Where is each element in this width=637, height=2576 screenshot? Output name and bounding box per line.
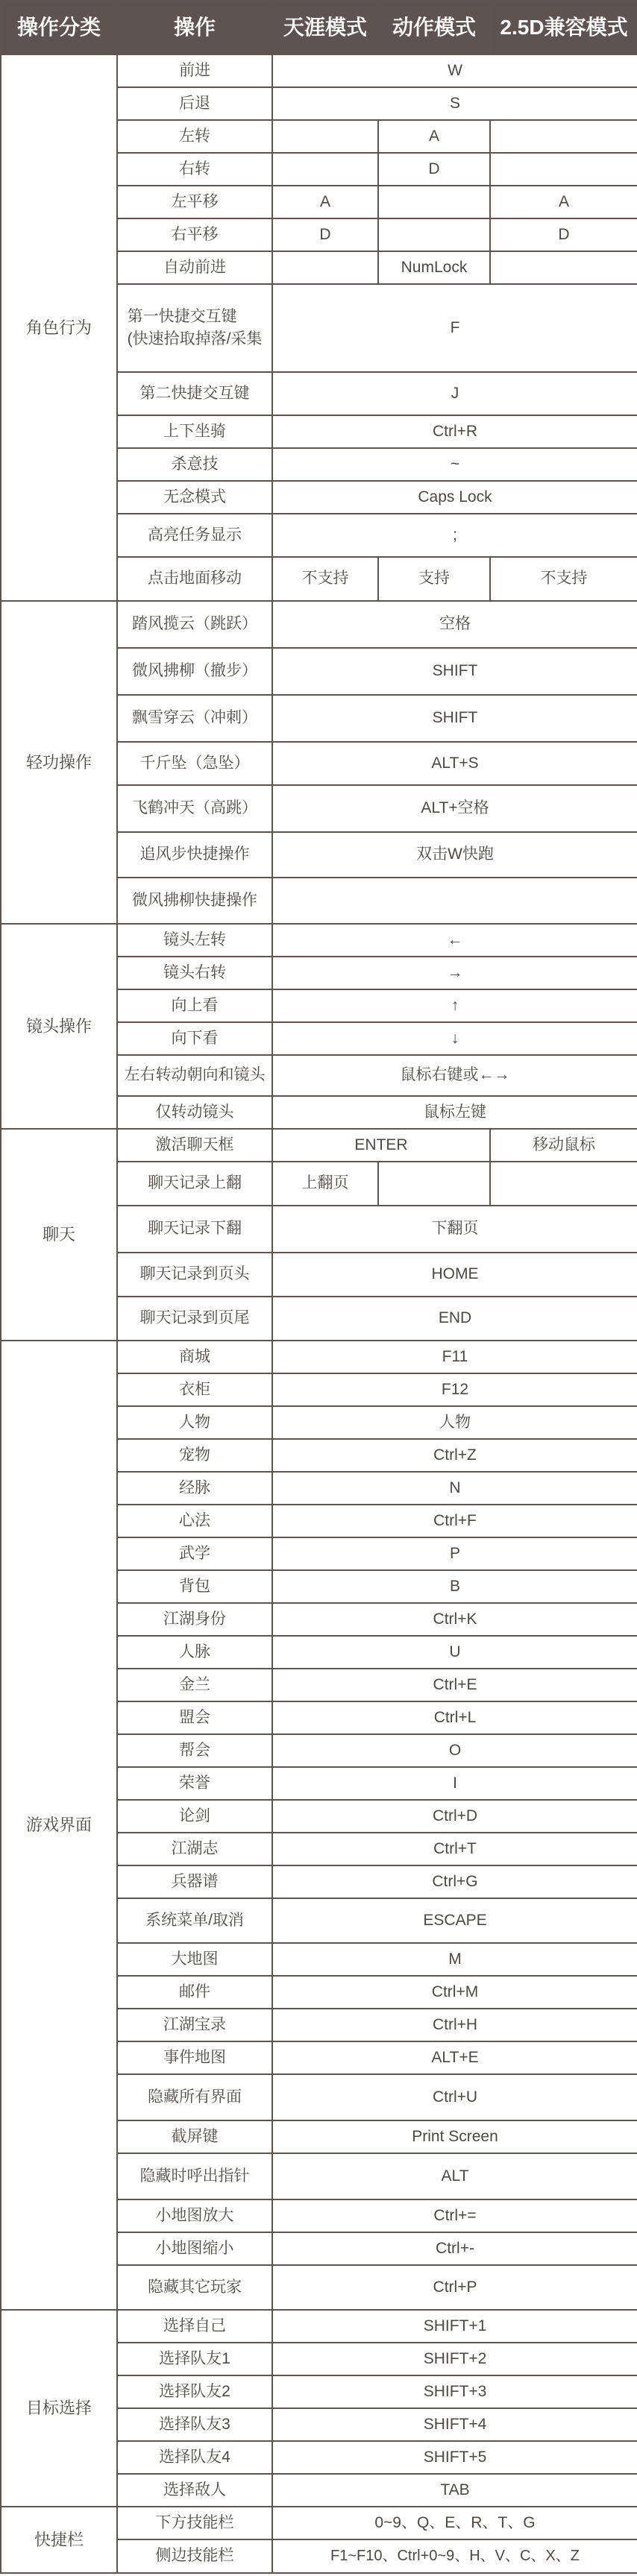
key-binding: ALT+空格 — [272, 785, 637, 832]
operation-label — [117, 251, 272, 284]
operation-text: 左转 — [179, 127, 210, 145]
category-hotbar: 快捷栏 — [1, 2507, 117, 2573]
operation-label — [117, 2074, 272, 2120]
category-lightness: 轻功操作 — [1, 601, 117, 924]
key-binding-25d: 不支持 — [490, 557, 637, 601]
key-binding: ↓ — [272, 1022, 637, 1055]
key-binding-action: NumLock — [378, 251, 490, 284]
key-binding: → — [272, 957, 637, 989]
operation-text: 镜头左转 — [163, 930, 226, 948]
key-binding-action — [378, 1162, 490, 1206]
operation-text: 论剑 — [179, 1807, 210, 1824]
operation-label — [117, 2474, 272, 2507]
key-binding: J — [272, 372, 637, 415]
operation-text: 衣柜 — [179, 1380, 210, 1398]
key-binding-tianya-action: ENTER — [272, 1129, 490, 1162]
key-binding: W — [272, 54, 637, 87]
operation-label — [117, 1603, 272, 1636]
key-binding: O — [272, 1734, 637, 1767]
operation-label — [117, 601, 272, 648]
key-binding-tianya: 不支持 — [272, 557, 378, 601]
operation-text: 隐藏所有界面 — [148, 2088, 242, 2106]
operation-text: 自动前进 — [163, 258, 226, 276]
operation-label — [117, 415, 272, 448]
key-binding: Ctrl+Z — [272, 1439, 637, 1472]
key-binding: F12 — [272, 1373, 637, 1406]
operation-label — [117, 785, 272, 832]
operation-text: 右转 — [179, 160, 210, 177]
key-binding: Ctrl+K — [272, 1603, 637, 1636]
category-interface: 游戏界面 — [1, 1341, 117, 2310]
table-row — [1, 1129, 637, 1162]
operation-text: 金兰 — [179, 1675, 210, 1693]
key-binding: M — [272, 1943, 637, 1976]
key-binding: Ctrl+- — [272, 2232, 637, 2265]
operation-text: 小地图缩小 — [155, 2239, 234, 2257]
operation-text: 事件地图 — [163, 2048, 226, 2066]
key-binding-25d — [490, 120, 637, 153]
operation-text: 向下看 — [171, 1029, 219, 1047]
key-binding-action: 支持 — [378, 557, 490, 601]
key-binding-action — [378, 186, 490, 218]
operation-text: 兵器谱 — [171, 1872, 219, 1890]
key-binding: Ctrl+G — [272, 1865, 637, 1898]
operation-label — [117, 2343, 272, 2375]
key-binding: I — [272, 1767, 637, 1800]
key-binding: Ctrl+P — [272, 2265, 637, 2310]
key-binding: Ctrl+M — [272, 1976, 637, 2009]
operation-text: 高亮任务显示 — [148, 526, 242, 544]
operation-text: 江湖身份 — [163, 1610, 226, 1628]
operation-text: 截屏键 — [171, 2127, 219, 2145]
key-binding: ESCAPE — [272, 1898, 637, 1943]
operation-label — [117, 1767, 272, 1800]
key-binding-25d — [490, 1162, 637, 1206]
operation-text: 宠物 — [179, 1446, 210, 1464]
operation-text: 仅转动镜头 — [155, 1103, 234, 1121]
header-operation: 操作 — [117, 1, 272, 54]
key-binding: Caps Lock — [272, 481, 637, 514]
key-binding-tianya — [272, 251, 378, 284]
operation-text: 下方技能栏 — [155, 2513, 234, 2531]
operation-text: 踏风揽云（跳跃） — [132, 615, 257, 633]
key-binding: SHIFT — [272, 695, 637, 742]
operation-label — [117, 1297, 272, 1341]
key-binding-action: A — [378, 120, 490, 153]
operation-text: 选择队友3 — [159, 2415, 230, 2433]
operation-label — [117, 1206, 272, 1253]
operation-label — [117, 2009, 272, 2041]
key-binding: Ctrl+L — [272, 1701, 637, 1734]
category-character: 角色行为 — [1, 54, 117, 601]
operation-text: 向上看 — [171, 996, 219, 1014]
operation-label — [117, 1701, 272, 1734]
table-header — [1, 1, 637, 54]
operation-label — [117, 186, 272, 218]
key-binding: 空格 — [272, 601, 637, 648]
operation-label — [117, 695, 272, 742]
operation-label — [117, 1022, 272, 1055]
operation-text: 人物 — [179, 1413, 210, 1431]
key-binding: U — [272, 1636, 637, 1669]
operation-label — [117, 1636, 272, 1669]
operation-text: 选择敌人 — [163, 2481, 226, 2498]
operation-text: 选择队友4 — [159, 2448, 230, 2466]
operation-label — [117, 1833, 272, 1865]
operation-label — [117, 924, 272, 957]
operation-text: 镜头右转 — [163, 963, 226, 981]
key-binding: SHIFT+5 — [272, 2441, 637, 2474]
category-chat: 聊天 — [1, 1129, 117, 1341]
operation-label — [117, 2310, 272, 2343]
key-binding: 鼠标左键 — [272, 1096, 637, 1129]
operation-label — [117, 1898, 272, 1943]
operation-label — [117, 1669, 272, 1701]
header-mode-action: 动作模式 — [378, 1, 490, 54]
operation-label — [117, 1055, 272, 1096]
key-binding-tianya: D — [272, 218, 378, 251]
operation-text: 侧边技能栏 — [155, 2547, 234, 2565]
key-binding-tianya — [272, 120, 378, 153]
operation-label — [117, 481, 272, 514]
operation-label — [117, 1253, 272, 1297]
operation-text: 微风拂柳（撤步） — [132, 662, 257, 680]
key-binding: F — [272, 284, 637, 372]
operation-text: 聊天记录上翻 — [148, 1174, 242, 1192]
operation-label — [117, 2507, 272, 2539]
operation-text: 飘雪穿云（冲刺） — [132, 709, 257, 727]
key-binding: TAB — [272, 2474, 637, 2507]
operation-text: 选择队友2 — [159, 2382, 230, 2400]
operation-label — [117, 1406, 272, 1439]
operation-label — [117, 2120, 272, 2153]
operation-text: 武学 — [179, 1544, 210, 1562]
operation-text: 隐藏时呼出指针 — [139, 2167, 250, 2185]
key-binding: Ctrl+H — [272, 2009, 637, 2041]
header-category: 操作分类 — [1, 1, 117, 54]
operation-text: 飞鹤冲天（高跳） — [132, 799, 257, 817]
operation-label — [117, 153, 272, 186]
operation-label — [117, 2408, 272, 2441]
operation-text: 杀意技 — [171, 455, 219, 473]
operation-text: 江湖宝录 — [163, 2015, 226, 2033]
operation-label — [117, 1537, 272, 1570]
table-row — [1, 1341, 637, 1373]
key-binding: 0~9、Q、E、R、T、G — [272, 2507, 637, 2539]
key-binding: ↑ — [272, 989, 637, 1022]
category-camera: 镜头操作 — [1, 924, 117, 1129]
header-mode-25d: 2.5D兼容模式 — [490, 1, 637, 54]
operation-text: 背包 — [179, 1577, 210, 1595]
operation-label — [117, 742, 272, 785]
key-binding: 下翻页 — [272, 1206, 637, 1253]
operation-label — [117, 957, 272, 989]
key-binding: ALT — [272, 2153, 637, 2199]
operation-text: 千斤坠（急坠） — [139, 754, 250, 772]
key-binding: SHIFT+1 — [272, 2310, 637, 2343]
operation-label — [117, 1505, 272, 1537]
key-binding: SHIFT+2 — [272, 2343, 637, 2375]
category-target: 目标选择 — [1, 2310, 117, 2507]
operation-text: 左平移 — [171, 192, 219, 210]
key-binding-tianya: 上翻页 — [272, 1162, 378, 1206]
operation-label — [117, 1373, 272, 1406]
operation-label — [117, 1570, 272, 1603]
operation-label — [117, 989, 272, 1022]
key-binding: Ctrl+U — [272, 2074, 637, 2120]
key-binding: B — [272, 1570, 637, 1603]
operation-text: 系统菜单/取消 — [145, 1911, 244, 1929]
operation-label — [117, 372, 272, 415]
operation-label — [117, 1162, 272, 1206]
operation-label — [117, 284, 272, 372]
key-binding: Ctrl+E — [272, 1669, 637, 1701]
operation-label — [117, 514, 272, 557]
operation-text: 第一快捷交互键 (快速拾取掉落/采集 — [127, 307, 263, 347]
operation-text: 上下坐骑 — [163, 422, 226, 440]
operation-text: 选择自己 — [163, 2317, 226, 2334]
operation-label — [117, 448, 272, 481]
operation-label — [117, 1439, 272, 1472]
key-binding: Ctrl+D — [272, 1800, 637, 1833]
header-row — [1, 1, 637, 54]
table-row — [1, 924, 637, 957]
key-binding: Ctrl+T — [272, 1833, 637, 1865]
key-binding-action — [378, 218, 490, 251]
operation-text: 隐藏其它玩家 — [148, 2278, 242, 2296]
key-binding: SHIFT — [272, 648, 637, 695]
operation-label — [117, 832, 272, 878]
operation-text: 商城 — [179, 1347, 210, 1365]
key-binding: Ctrl+R — [272, 415, 637, 448]
operation-label — [117, 1800, 272, 1833]
operation-text: 荣誉 — [179, 1774, 210, 1792]
operation-label — [117, 2199, 272, 2232]
key-binding: N — [272, 1472, 637, 1505]
operation-text: 点击地面移动 — [148, 570, 242, 588]
operation-text: 追风步快捷操作 — [139, 845, 250, 863]
key-binding: 人物 — [272, 1406, 637, 1439]
operation-text: 帮会 — [179, 1741, 210, 1759]
key-binding: F11 — [272, 1341, 637, 1373]
table-row — [1, 601, 637, 648]
key-binding: P — [272, 1537, 637, 1570]
operation-text: 左右转动朝向和镜头 — [124, 1066, 266, 1084]
table-row — [1, 54, 637, 87]
operation-text: 前进 — [179, 61, 210, 79]
operation-label — [117, 2153, 272, 2199]
operation-text: 微风拂柳快捷操作 — [132, 891, 257, 909]
key-binding: ALT+S — [272, 742, 637, 785]
operation-label — [117, 120, 272, 153]
key-binding: SHIFT+4 — [272, 2408, 637, 2441]
operation-label — [117, 87, 272, 120]
operation-label — [117, 878, 272, 924]
key-binding-25d: A — [490, 186, 637, 218]
operation-text: 激活聊天框 — [155, 1136, 234, 1153]
operation-text: 后退 — [179, 94, 210, 112]
operation-text: 经脉 — [179, 1478, 210, 1496]
operation-text: 小地图放大 — [155, 2206, 234, 2224]
key-binding: SHIFT+3 — [272, 2375, 637, 2408]
operation-text: 聊天记录到页尾 — [139, 1309, 250, 1327]
key-binding: ~ — [272, 448, 637, 481]
key-binding-25d — [490, 153, 637, 186]
table-body — [1, 54, 637, 2573]
operation-label — [117, 2041, 272, 2074]
operation-text: 第二快捷交互键 — [139, 384, 250, 402]
operation-label — [117, 2375, 272, 2408]
operation-label — [117, 54, 272, 87]
header-mode-tianya: 天涯模式 — [272, 1, 378, 54]
operation-text: 心法 — [179, 1511, 210, 1529]
key-binding: Print Screen — [272, 2120, 637, 2153]
operation-text: 邮件 — [179, 1983, 210, 2000]
operation-text: 大地图 — [171, 1950, 219, 1968]
operation-text: 右平移 — [171, 225, 219, 243]
operation-label — [117, 1129, 272, 1162]
key-binding: F1~F10、Ctrl+0~9、H、V、C、X、Z — [272, 2539, 637, 2573]
operation-label — [117, 1341, 272, 1373]
operation-label — [117, 1976, 272, 2009]
operation-label — [117, 2441, 272, 2474]
operation-label — [117, 1472, 272, 1505]
key-binding: Ctrl+= — [272, 2199, 637, 2232]
table-row — [1, 2310, 637, 2343]
key-binding: 双击W快跑 — [272, 832, 637, 878]
key-binding: 鼠标右键或←→ — [272, 1055, 637, 1096]
operation-label — [117, 2232, 272, 2265]
key-binding: ; — [272, 514, 637, 557]
operation-text: 无念模式 — [163, 488, 226, 506]
key-binding: HOME — [272, 1253, 637, 1297]
operation-text: 江湖志 — [171, 1839, 219, 1857]
key-binding-25d: D — [490, 218, 637, 251]
operation-label — [117, 1096, 272, 1129]
operation-label — [117, 1734, 272, 1767]
key-binding-25d — [490, 251, 637, 284]
key-binding: ← — [272, 924, 637, 957]
operation-label — [117, 218, 272, 251]
key-binding — [272, 878, 637, 924]
operation-text: 人脉 — [179, 1643, 210, 1660]
operation-label — [117, 648, 272, 695]
key-binding: ALT+E — [272, 2041, 637, 2074]
operation-text: 选择队友1 — [159, 2349, 230, 2367]
key-binding-tianya: A — [272, 186, 378, 218]
operation-label — [117, 2265, 272, 2310]
operation-text: 聊天记录到页头 — [139, 1265, 250, 1283]
operation-text: 盟会 — [179, 1708, 210, 1726]
key-binding: Ctrl+F — [272, 1505, 637, 1537]
operation-label — [117, 557, 272, 601]
key-binding-tianya — [272, 153, 378, 186]
table-row — [1, 2507, 637, 2539]
key-binding-action: D — [378, 153, 490, 186]
operation-label — [117, 1943, 272, 1976]
key-binding: END — [272, 1297, 637, 1341]
key-binding: S — [272, 87, 637, 120]
operation-text: 聊天记录下翻 — [148, 1220, 242, 1238]
operation-label — [117, 2539, 272, 2573]
key-binding-25d: 移动鼠标 — [490, 1129, 637, 1162]
operation-label — [117, 1865, 272, 1898]
